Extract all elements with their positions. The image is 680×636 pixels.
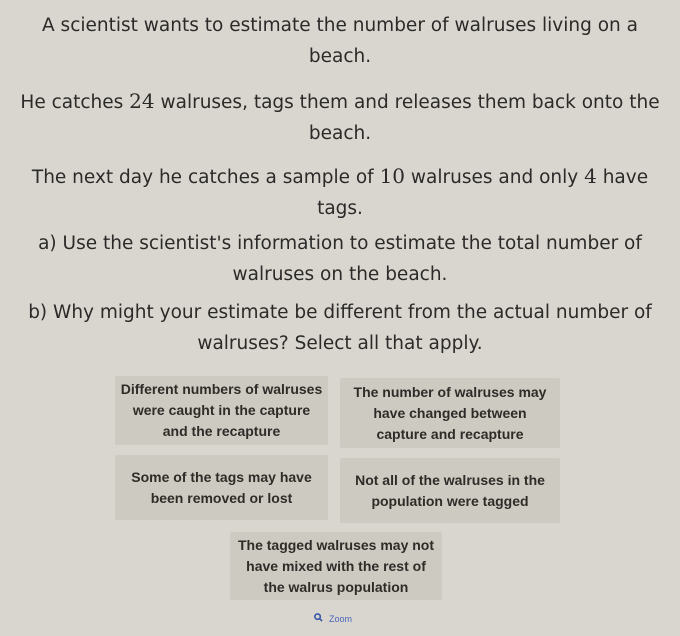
question-sample: The next day he catches a sample of 10 walruses and only 4 have tags. [31,164,649,219]
question-intro: A scientist wants to estimate the number of walruses living on a beach. [42,15,638,67]
option-tags-lost[interactable]: Some of the tags may have been removed or lost [115,455,328,520]
option-not-mixed[interactable]: The tagged walruses may not have mixed with the rest of the walrus population [230,532,442,600]
question-part-a: a) Use the scientist's information to estimate the total number of walruses on the beach. [38,233,642,285]
zoom-button[interactable] [314,613,352,624]
question-part-b: b) Why might your estimate be different from the actual number of walruses? Select all that apply. [28,302,652,354]
zoom-label: Zoom [329,613,353,624]
magnifier-icon [314,613,323,624]
option-different-numbers[interactable]: Different numbers of walruses were caught in the capture and the recapture [115,376,328,445]
option-not-all-tagged[interactable]: Not all of the walruses in the population were tagged [340,458,560,523]
option-number-changed[interactable]: The number of walruses may have changed between capture and recapture [340,378,560,448]
question-catch: He catches 24 walruses, tags them and releases them back onto the beach. [20,89,660,144]
